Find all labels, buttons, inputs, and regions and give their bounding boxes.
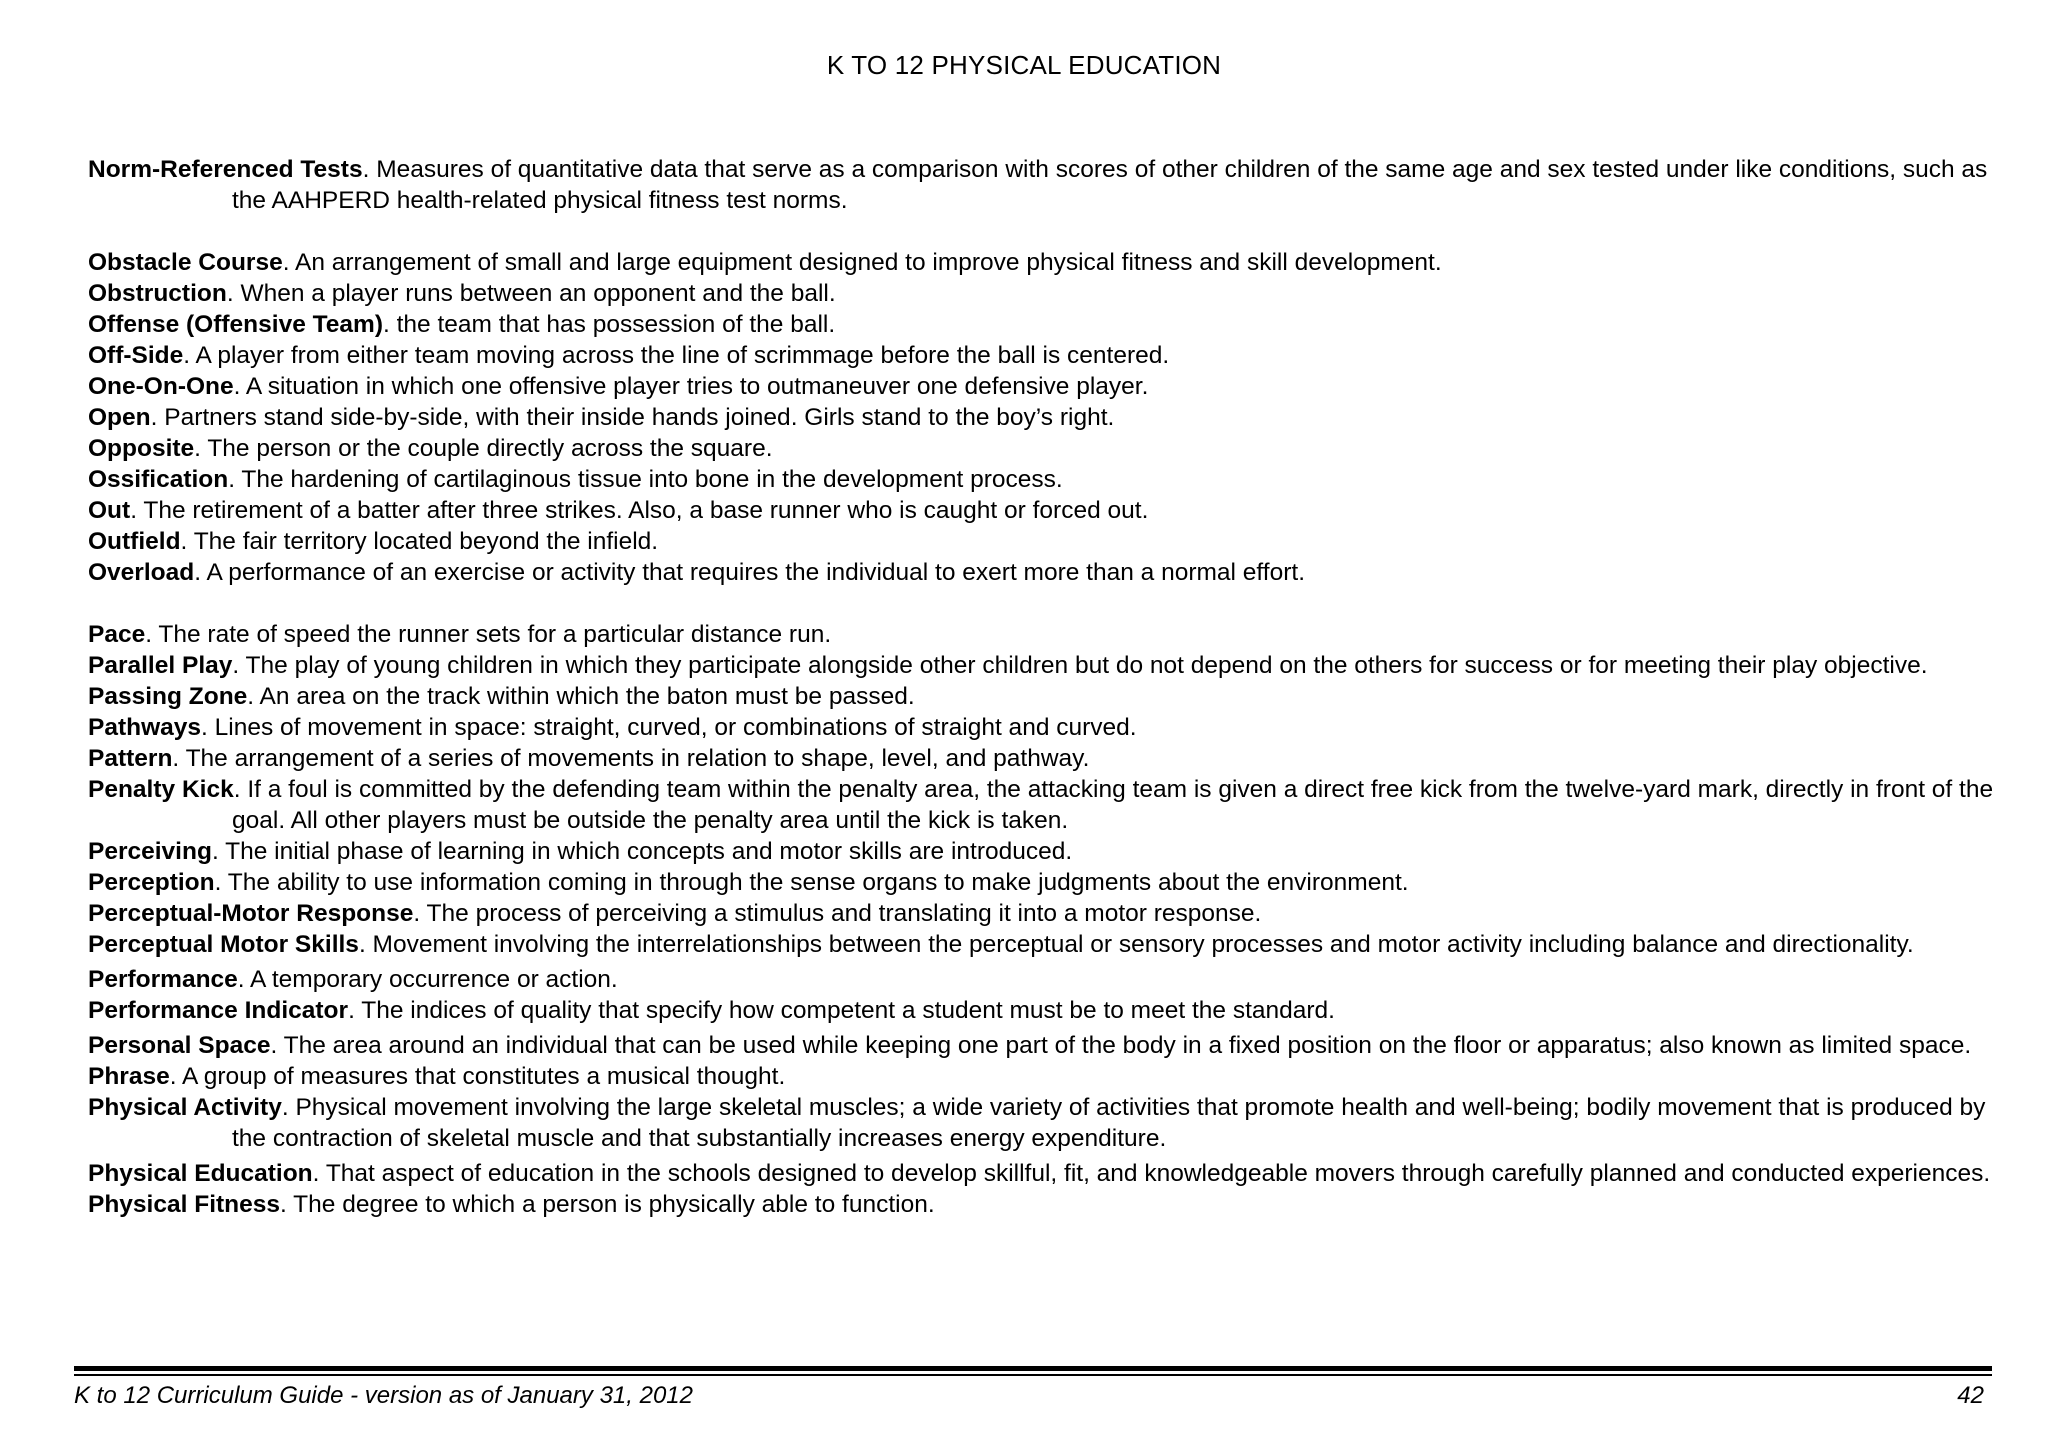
glossary-definition: . A temporary occurrence or action.: [237, 966, 618, 993]
glossary-definition: . A situation in which one offensive player tries to outmaneuver one defensive player.: [233, 373, 1149, 400]
glossary-entry: [88, 1158, 2008, 1189]
glossary-term: Offense (Offensive Team): [88, 311, 383, 338]
glossary-entry: [88, 929, 2008, 960]
glossary-entry: [88, 402, 2008, 433]
glossary-term: Open: [88, 404, 151, 431]
glossary-term: Parallel Play: [88, 652, 233, 679]
footer-document-version: K to 12 Curriculum Guide - version as of January 31, 2012: [74, 1382, 693, 1409]
glossary-term: Obstacle Course: [88, 249, 283, 276]
glossary-definition: . Partners stand side-by-side, with their inside hands joined. Girls stand to the boy’s right.: [150, 404, 1115, 431]
glossary-definition: . The hardening of cartilaginous tissue into bone in the development process.: [228, 466, 1063, 493]
glossary-entry: [88, 278, 2008, 309]
glossary-entry: [88, 1189, 2008, 1220]
glossary-entry: [88, 526, 2008, 557]
glossary-definition: . The play of young children in which they participate alongside other children but do not depend on the others for success or for meeting their play objective.: [232, 652, 1928, 679]
glossary-entry: [88, 619, 2008, 650]
glossary-entry: [88, 247, 2008, 278]
glossary-term: Physical Activity: [88, 1094, 282, 1121]
glossary-entry: [88, 964, 2008, 995]
glossary-definition: . Measures of quantitative data that serve as a comparison with scores of other children of the same age and sex tested under like conditions, such as the AAHPERD health-related physical fitness test norms.: [232, 156, 1988, 214]
glossary-definition: . An area on the track within which the baton must be passed.: [247, 683, 915, 710]
glossary-entry: [88, 464, 2008, 495]
glossary-term: Perceptual-Motor Response: [88, 900, 414, 927]
glossary-term: Overload: [88, 559, 195, 586]
glossary-definition: . The ability to use information coming in through the sense organs to make judgments about the environment.: [214, 869, 1409, 896]
glossary-entry: [88, 774, 2008, 836]
glossary-definition: . A player from either team moving across the line of scrimmage before the ball is centered.: [183, 342, 1170, 369]
glossary-definition: . Movement involving the interrelationships between the perceptual or sensory processes and motor activity including balance and directionality.: [358, 931, 1914, 958]
glossary-entry: [88, 898, 2008, 929]
glossary-definition: . The person or the couple directly across the square.: [194, 435, 773, 462]
glossary-definition: . That aspect of education in the schools designed to develop skillful, fit, and knowledgeable movers through carefully planned and conducted experiences.: [312, 1160, 1991, 1187]
footer-divider: [74, 1366, 1992, 1371]
glossary-entry: [88, 340, 2008, 371]
glossary-term: Personal Space: [88, 1032, 271, 1059]
glossary-term: One-On-One: [88, 373, 234, 400]
glossary-definition: . The arrangement of a series of movements in relation to shape, level, and pathway.: [172, 745, 1090, 772]
glossary-term: Penalty Kick: [88, 776, 234, 803]
glossary-term: Performance: [88, 966, 238, 993]
glossary-entry: [88, 743, 2008, 774]
glossary-term: Phrase: [88, 1063, 170, 1090]
glossary-term: Passing Zone: [88, 683, 248, 710]
glossary-definition: . The area around an individual that can be used while keeping one part of the body in a fixed position on the floor or apparatus; also known as limited space.: [270, 1032, 1972, 1059]
glossary-definition: . the team that has possession of the ball.: [382, 311, 836, 338]
page-header-title: K TO 12 PHYSICAL EDUCATION: [826, 50, 1222, 80]
glossary-entry: [88, 867, 2008, 898]
glossary-entry: [88, 836, 2008, 867]
glossary-definition: . An arrangement of small and large equipment designed to improve physical fitness and skill development.: [282, 249, 1442, 276]
glossary-definition: . The retirement of a batter after three strikes. Also, a base runner who is caught or forced out.: [130, 497, 1149, 524]
glossary-entry: [88, 1092, 2008, 1154]
glossary-definition: . The degree to which a person is physically able to function.: [280, 1191, 935, 1218]
glossary-term: Off-Side: [88, 342, 184, 369]
glossary-term: Physical Education: [88, 1160, 313, 1187]
glossary-term: Norm-Referenced Tests: [88, 156, 363, 183]
glossary-entry: [88, 650, 2008, 681]
glossary-definition: . The process of perceiving a stimulus and translating it into a motor response.: [413, 900, 1262, 927]
footer-page-number: 42: [1957, 1382, 1984, 1409]
glossary-term: Performance Indicator: [88, 997, 349, 1024]
glossary-term: Pace: [88, 621, 146, 648]
glossary-definition: . A performance of an exercise or activity that requires the individual to exert more than a normal effort.: [194, 559, 1305, 586]
footer-divider: [74, 1374, 1992, 1376]
glossary-term: Physical Fitness: [88, 1191, 281, 1218]
glossary-entry: [88, 712, 2008, 743]
glossary-definition: . Physical movement involving the large skeletal muscles; a wide variety of activities that promote health and well-being; bodily movement that is produced by the contraction of skeletal muscle and that substantially increases energy expenditure.: [232, 1094, 1986, 1152]
glossary-entry: [88, 309, 2008, 340]
glossary-entry: [88, 557, 2008, 588]
glossary-definition: . Lines of movement in space: straight, curved, or combinations of straight and curved.: [201, 714, 1137, 741]
glossary-term: Pattern: [88, 745, 173, 772]
glossary-entry: [88, 495, 2008, 526]
glossary-term: Ossification: [88, 466, 229, 493]
glossary-definition: . The initial phase of learning in which concepts and motor skills are introduced.: [211, 838, 1073, 865]
glossary-term: Perceiving: [88, 838, 212, 865]
glossary-entry: [88, 1030, 2008, 1061]
glossary-term: Perceptual Motor Skills: [88, 931, 359, 958]
glossary-definition: . The fair territory located beyond the infield.: [180, 528, 659, 555]
glossary-entry: [88, 681, 2008, 712]
glossary-entry: [88, 433, 2008, 464]
glossary-term: Opposite: [88, 435, 195, 462]
glossary-list: [88, 154, 2008, 1220]
glossary-entry: [88, 154, 2008, 216]
glossary-entry: [88, 995, 2008, 1026]
glossary-term: Pathways: [88, 714, 202, 741]
glossary-entry: [88, 371, 2008, 402]
glossary-term: Perception: [88, 869, 215, 896]
glossary-definition: . The rate of speed the runner sets for a particular distance run.: [145, 621, 832, 648]
glossary-definition: . If a foul is committed by the defending team within the penalty area, the attacking team is given a direct free kick from the twelve-yard mark, directly in front of the goal. All other players must be outside the penalty area until the kick is taken.: [232, 776, 1994, 834]
glossary-term: Outfield: [88, 528, 181, 555]
glossary-entry: [88, 1061, 2008, 1092]
glossary-definition: . A group of measures that constitutes a musical thought.: [169, 1063, 786, 1090]
glossary-definition: . The indices of quality that specify how competent a student must be to meet the standard.: [348, 997, 1335, 1024]
glossary-term: Obstruction: [88, 280, 227, 307]
glossary-term: Out: [88, 497, 131, 524]
glossary-definition: . When a player runs between an opponent and the ball.: [226, 280, 836, 307]
